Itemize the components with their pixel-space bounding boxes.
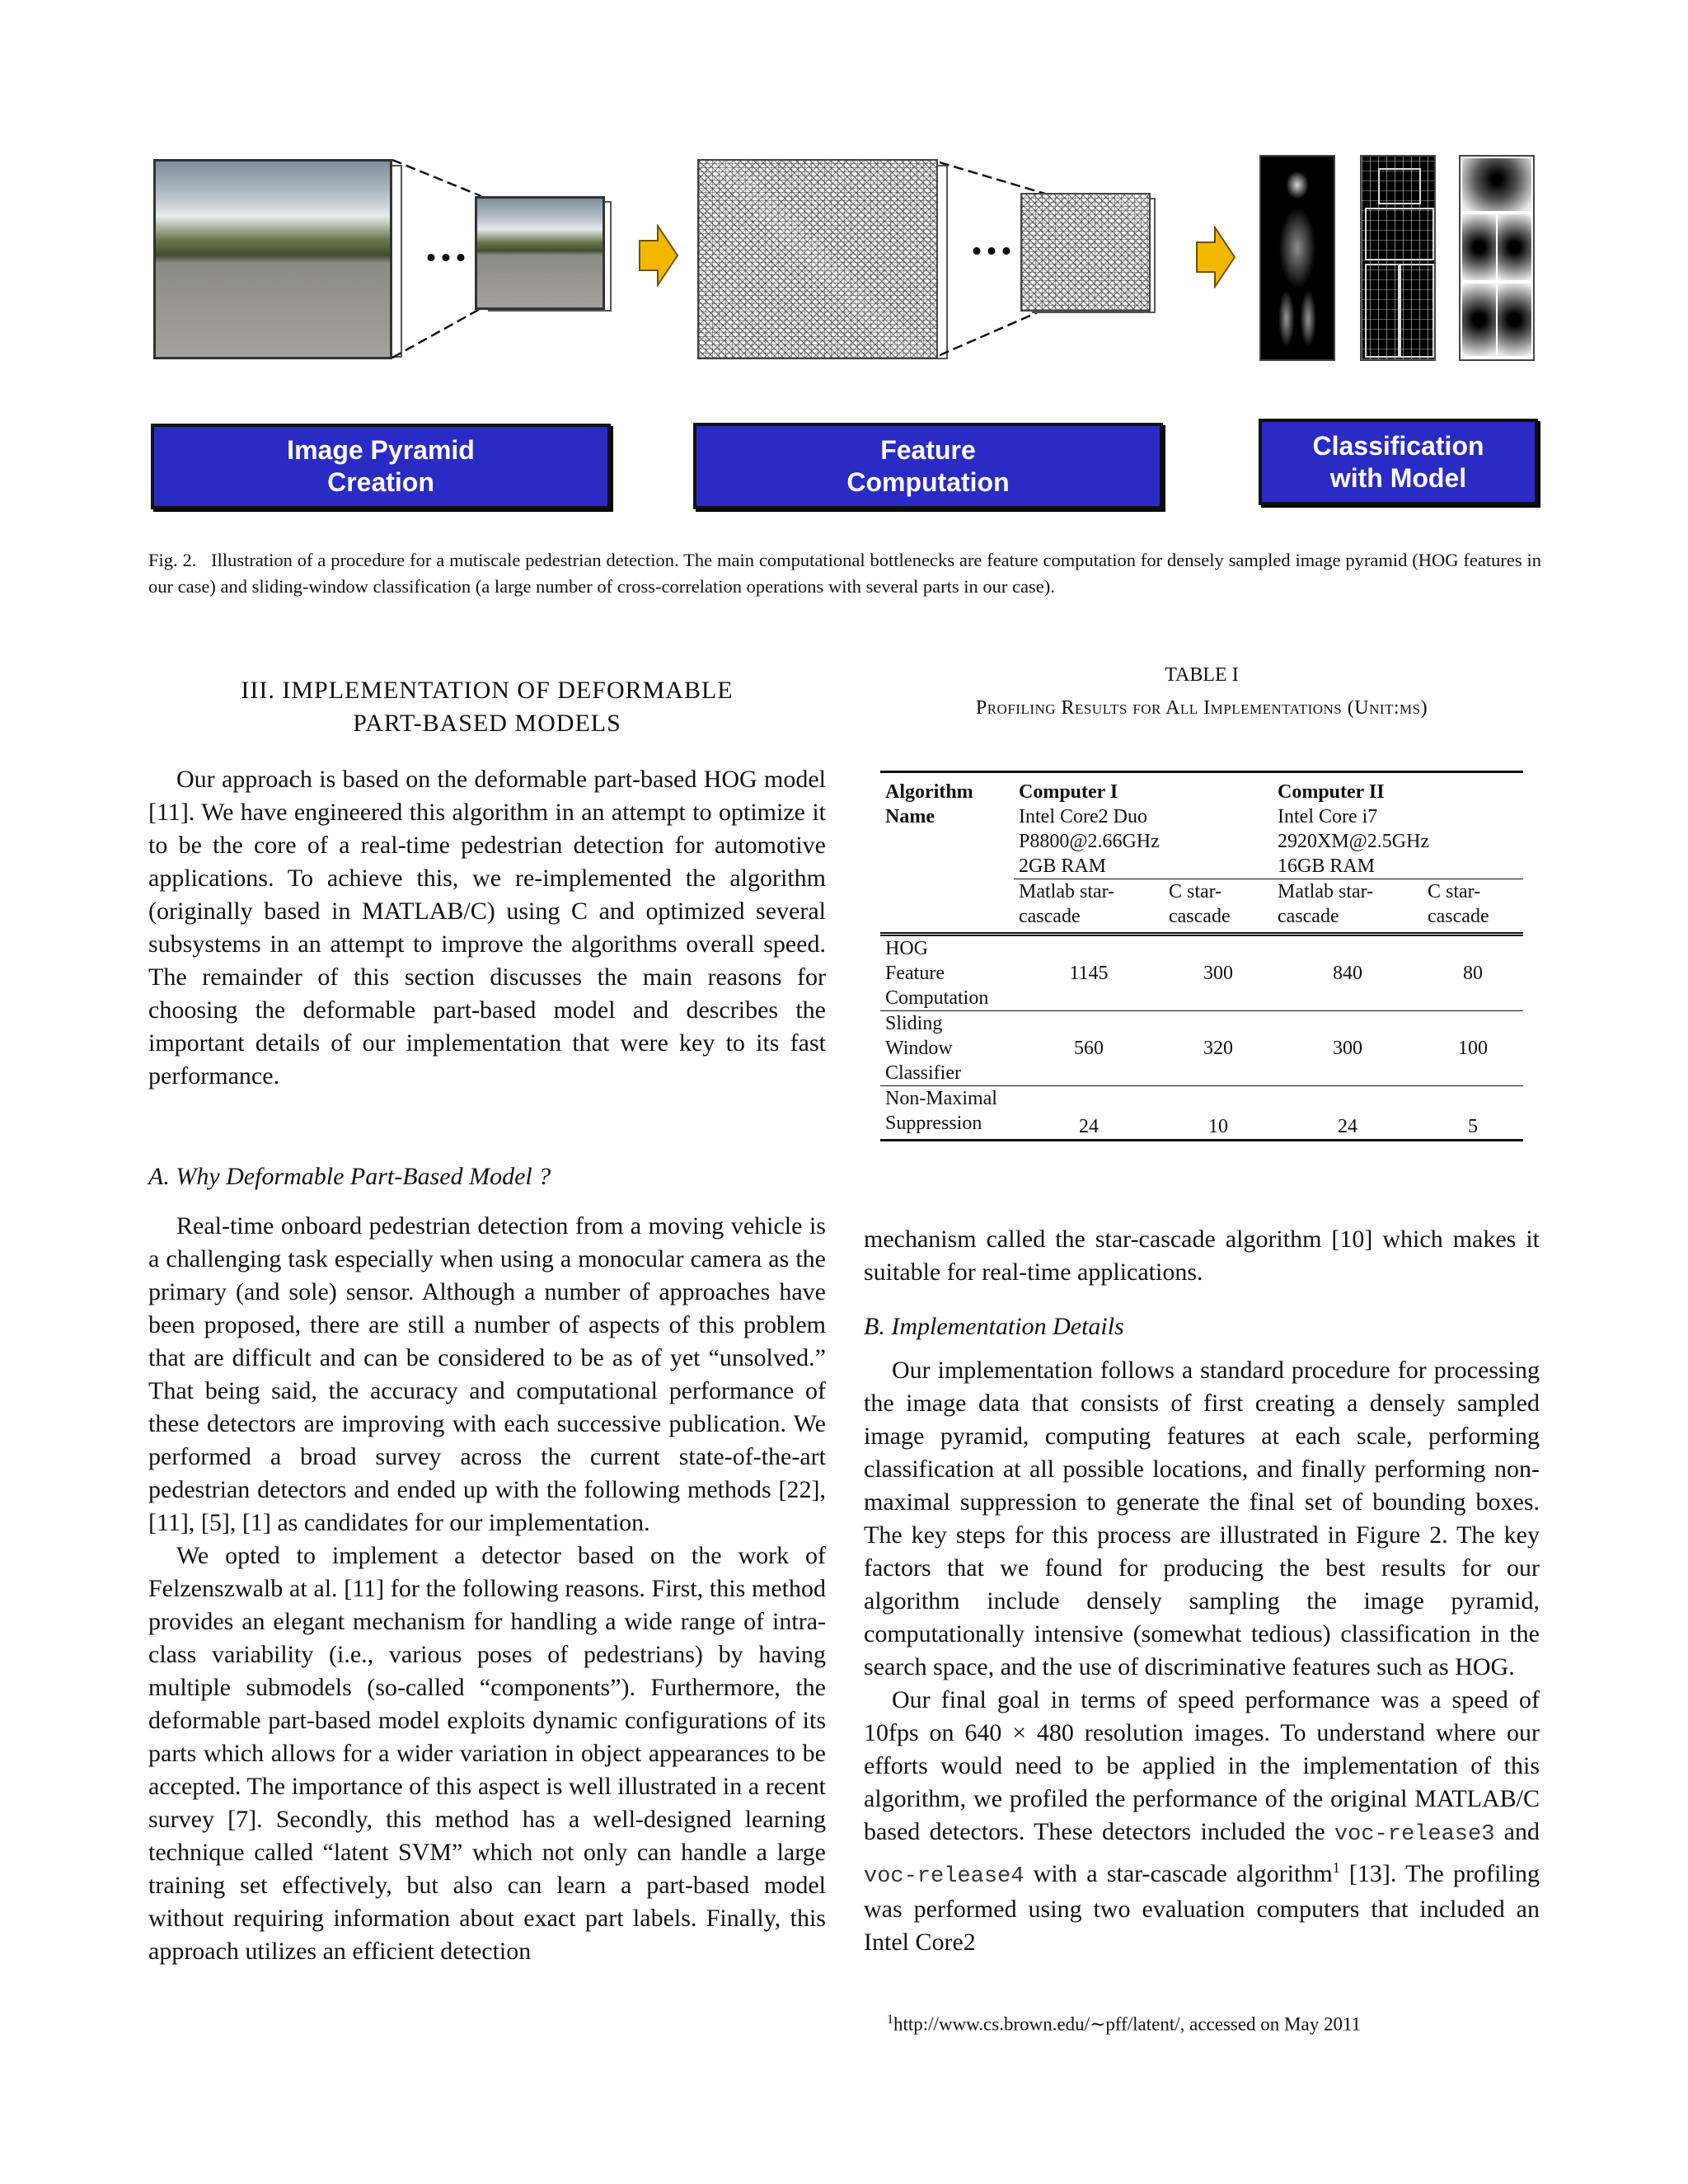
table-cell: 24 xyxy=(1338,1116,1357,1137)
table-cell: 100 xyxy=(1458,1038,1488,1059)
table-cell: 300 xyxy=(1203,963,1233,984)
stage-label: Image Pyramid Creation xyxy=(287,435,475,497)
subheader-text: cascade xyxy=(1278,906,1339,927)
computer-spec: P8800@2.66GHz xyxy=(1019,831,1160,852)
pyramid-large-image xyxy=(153,159,392,359)
row-name-line: Feature xyxy=(885,963,945,984)
code-voc-release4: voc-release4 xyxy=(864,1864,1025,1889)
subsection-a-paragraph-2: We opted to implement a detector based on the work of Felzenszwalb at al. [11] for the following reasons. First, this method provides an elegant mechanism for handling a wide range of intra-class variability (i.e., various poses of pedestrians) by having multiple submodels (so-called “components”). Furthermore, the deformable part-based model exploits dynamic configurations of its parts which allows for a wider variation in object appearances to be accepted. The importance of this aspect is well illustrated in a recent survey [7]. Secondly, this method has a well-designed learning technique called “latent SVM” which not only can handle a large training set effectively, but also can learn a part-based model without requiring information about exact part labels. Finally, this approach utilizes an efficient detection xyxy=(148,1542,826,1965)
figure-caption-text: Illustration of a procedure for a mutiscale pedestrian detection. The main computational bottlenecks are feature computation for densely sampled image pyramid (HOG features in our case) and sliding-window classification (a large number of cross-correlation operations with several parts in our case). xyxy=(148,550,1542,597)
computer-spec: 2GB RAM xyxy=(1019,855,1107,877)
row-name-line: Sliding xyxy=(885,1013,943,1034)
deformation-cost-image xyxy=(1459,155,1535,361)
footnote-number: 1 xyxy=(887,2013,893,2027)
table-number: TABLE I xyxy=(1165,664,1239,686)
text-run: with a star-cascade algorithm xyxy=(1024,1860,1333,1887)
arrow-right-icon xyxy=(1195,226,1236,288)
intro-paragraph-block xyxy=(148,763,826,1093)
subheader-text: cascade xyxy=(1169,906,1231,927)
section-heading-line2: PART-BASED MODELS xyxy=(353,710,621,737)
subheader-text: C star- xyxy=(1169,881,1222,902)
table-title: Profiling Results for All Implementations (Unit:ms) xyxy=(975,697,1428,719)
table-cell: 300 xyxy=(1333,1038,1362,1059)
subheader-text: cascade xyxy=(1428,906,1489,927)
table-cell: 320 xyxy=(1203,1038,1233,1059)
subheader-text: Matlab star- xyxy=(1019,881,1115,902)
subsection-a-paragraph-1: Real-time onboard pedestrian detection from a moving vehicle is a challenging task especially when using a monocular camera as the primary (and sole) sensor. Although a number of approaches have been proposed, there are still a number of aspects of this problem that are difficult and can be considered to be as of yet “unsolved.” That being said, the accuracy and computational performance of these detectors are improving with each successive publication. We performed a broad survey across the current state-of-the-art pedestrian detectors and ended up with the following methods [22], [11], [5], [1] as candidates for our implementation. xyxy=(148,1212,826,1536)
part-filters-image xyxy=(1360,155,1436,361)
table-cell: 80 xyxy=(1463,963,1483,984)
profiling-table xyxy=(880,771,1523,1141)
stage-label: Classification with Model xyxy=(1312,430,1484,493)
header-computer-2 xyxy=(1273,772,1523,879)
subsection-b-body xyxy=(864,1354,1540,1959)
figure-caption xyxy=(148,547,1541,600)
table-cell: 560 xyxy=(1074,1038,1104,1059)
header-algorithm-name xyxy=(880,772,1014,879)
subsection-b-paragraph-2 xyxy=(864,1684,1540,1959)
code-voc-release3: voc-release3 xyxy=(1334,1822,1495,1847)
table-row xyxy=(880,935,1523,1011)
section-heading xyxy=(148,674,826,740)
computer-spec: Intel Core2 Duo xyxy=(1019,806,1147,827)
pyramid-ellipsis: ... xyxy=(425,220,470,271)
footnote-marker: 1 xyxy=(1332,1859,1340,1876)
text-run: [13]. The profiling was performed using two evaluation computers that included an Intel Core2 xyxy=(864,1860,1540,1956)
row-name-line: HOG xyxy=(885,938,928,959)
subheader-cell xyxy=(1423,879,1523,935)
row-name xyxy=(880,1086,1014,1141)
row-name-line: Computation xyxy=(885,987,989,1009)
stage-image-pyramid-creation xyxy=(151,424,611,509)
footnote xyxy=(887,2008,1361,2037)
header-text: Algorithm xyxy=(885,781,973,803)
hog-feature-large xyxy=(697,159,938,359)
row-name-line: Classifier xyxy=(885,1062,961,1084)
stage-classification-with-model xyxy=(1259,419,1538,505)
right-column-continuation xyxy=(864,1223,1540,1289)
computer-spec: 16GB RAM xyxy=(1278,855,1376,877)
subheader-text: Matlab star- xyxy=(1278,881,1374,902)
arrow-right-icon xyxy=(638,224,679,287)
subsection-a-body xyxy=(148,1210,826,1968)
table-row xyxy=(880,1086,1523,1141)
table-row xyxy=(880,1011,1523,1086)
intro-paragraph: Our approach is based on the deformable part-based HOG model [11]. We have engineered this algorithm in an attempt to optimize it to be the core of a real-time pedestrian detection for automotive applications. To achieve this, we re-implemented the algorithm (originally based in MATLAB/C) using C and optimized several subsystems in an attempt to improve the algorithms overall speed. The remainder of this section discusses the main reasons for choosing the deformable part-based model and describes the important details of our implementation that were key to its fast performance. xyxy=(148,766,826,1090)
computer-name: Computer I xyxy=(1019,781,1118,803)
section-heading-line1: III. IMPLEMENTATION OF DEFORMABLE xyxy=(241,677,734,704)
stage-feature-computation xyxy=(693,423,1163,509)
stage-label: Feature Computation xyxy=(846,434,1010,497)
subheader-cell xyxy=(1164,879,1273,935)
pyramid-small-image xyxy=(475,196,605,310)
header-computer-1 xyxy=(1014,772,1273,879)
subheader-cell xyxy=(1273,879,1423,935)
footnote-url[interactable]: http://www.cs.brown.edu/∼pff/latent/, accessed on May 2011 xyxy=(893,2013,1362,2035)
row-name-line: Suppression xyxy=(885,1113,982,1134)
row-name-line: Non-Maximal xyxy=(885,1088,997,1109)
table-cell: 10 xyxy=(1208,1116,1228,1137)
text-run: Our final goal in terms of speed performance was a speed of 10fps on 640 × 480 resolution images. To understand where our efforts would need to be applied in the implementation of this algorithm, we profiled the performance of the original MATLAB/C based detectors. These detectors included the xyxy=(864,1686,1540,1845)
table-cell: 24 xyxy=(1079,1116,1099,1137)
computer-name: Computer II xyxy=(1278,781,1385,803)
root-filter-image xyxy=(1259,155,1335,361)
figure-caption-label: Fig. 2. xyxy=(148,550,197,570)
row-name xyxy=(880,935,1014,1011)
continuation-paragraph: mechanism called the star-cascade algorithm [10] which makes it suitable for real-time applications. xyxy=(864,1226,1540,1286)
subsection-a-heading: A. Why Deformable Part-Based Model ? xyxy=(148,1163,551,1190)
table-cell: 1145 xyxy=(1069,963,1109,984)
text-run: and xyxy=(1494,1818,1540,1845)
header-text: Name xyxy=(885,806,935,827)
computer-spec: Intel Core i7 xyxy=(1278,806,1378,827)
hog-ellipsis: ... xyxy=(971,213,1015,265)
hog-feature-small xyxy=(1020,193,1151,312)
computer-spec: 2920XM@2.5GHz xyxy=(1278,831,1430,852)
row-name-line: Window xyxy=(885,1038,953,1059)
subheader-text: cascade xyxy=(1019,906,1081,927)
subsection-b-paragraph-1: Our implementation follows a standard procedure for processing the image data that consists of first creating a densely sampled image pyramid, computing features at each scale, performing classification at all possible locations, and finally performing non-maximal suppression to generate the final set of bounding boxes. The key steps for this process are illustrated in Figure 2. The key factors that we found for producing the best results for our algorithm include densely sampling the image pyramid, computationally intensive (somewhat tedious) classification in the search space, and the use of discriminative features such as HOG. xyxy=(864,1357,1540,1680)
table-cell: 5 xyxy=(1468,1116,1478,1137)
row-name xyxy=(880,1011,1014,1086)
table-cell: 840 xyxy=(1333,963,1362,984)
subheader-text: C star- xyxy=(1428,881,1481,902)
subheader-cell xyxy=(1014,879,1164,935)
subsection-b-heading: B. Implementation Details xyxy=(864,1313,1124,1340)
